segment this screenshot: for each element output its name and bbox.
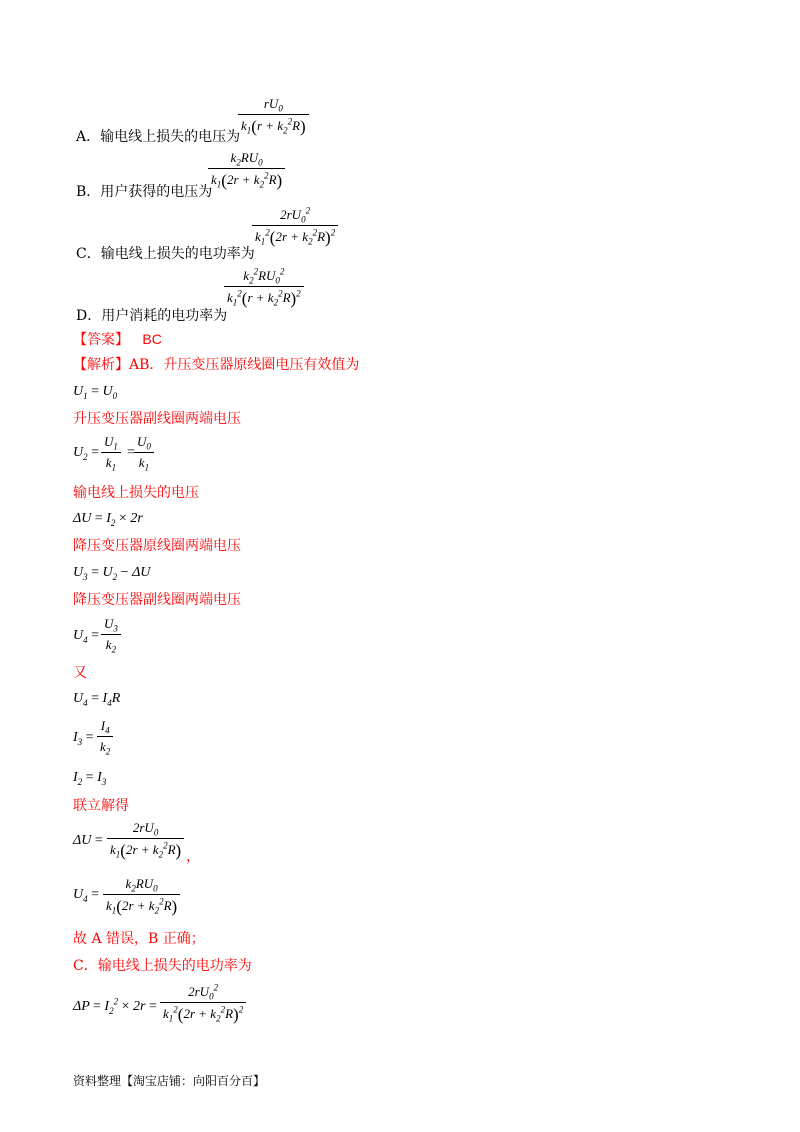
conclusion-text: 故 A 错误，B 正确； <box>73 931 205 947</box>
step8-text: 联立解得 <box>73 798 129 814</box>
step5-text: 降压变压器副线圈两端电压 <box>73 592 241 608</box>
eq-u4-frac: $\frac{U_3}{k_2}$ <box>101 616 121 653</box>
option-d-label: D．用户消耗的电功率为 <box>76 308 228 324</box>
step6-text: 又 <box>73 665 87 681</box>
step4-text: 降压变压器原线圈两端电压 <box>73 538 241 554</box>
eq-delta-u: $\Delta U = I_2 \times 2r$ <box>73 511 143 528</box>
footer-source: 资料整理【淘宝店铺：向阳百分百】 <box>73 1074 266 1088</box>
eq-i3-frac: $\frac{I_4}{k_2}$ <box>97 718 113 755</box>
option-a-label: A．输电线上损失的电压为 <box>76 129 241 145</box>
eq-i2-i3: $I_2 = I_3$ <box>73 770 107 787</box>
answer-label: 【答案】 BC <box>73 331 162 348</box>
eq-delta-u-result-frac: $\frac{2rU_0}{k_1(2r + k_2^2R)}$ <box>107 820 184 861</box>
eq-u4-result-frac: $\frac{k_2RU_0}{k_1(2r + k_2^2R)}$ <box>103 876 180 917</box>
option-c-label: C．输电线上损失的电功率为 <box>76 246 255 262</box>
step2-text: 升压变压器副线圈两端电压 <box>73 411 241 427</box>
eq-u2-frac1: $\frac{U_1}{k_1}$ <box>101 434 121 471</box>
result-comma: ， <box>186 849 200 865</box>
eq-u4-result: $U_4$ = <box>73 887 100 904</box>
eq-u2-equals: = <box>127 445 135 460</box>
analysis-heading: 【解析】AB．升压变压器原线圈电压有效值为 <box>73 357 360 373</box>
eq-u2: $U_2$ = <box>73 445 100 462</box>
option-a-fraction: $\frac{rU_0}{k_1(r + k_2^2R)}$ <box>238 96 309 137</box>
eq-i3: $I_3$ = <box>73 730 94 747</box>
step3-text: 输电线上损失的电压 <box>73 485 199 501</box>
option-b-label: B．用户获得的电压为 <box>76 184 213 200</box>
option-c-fraction: $\frac{2rU_0^2}{k_1^2(2r + k_2^2R)^2}$ <box>252 207 338 248</box>
answer-value: BC <box>142 331 162 347</box>
eq-u3: $U_3 = U_2 - \Delta U$ <box>73 565 151 582</box>
option-c-analysis-label: C．输电线上损失的电功率为 <box>73 958 252 974</box>
eq-u1: $U_1 = U_0$ <box>73 384 118 401</box>
eq-u2-frac2: $\frac{U_0}{k_1}$ <box>134 434 154 471</box>
eq-delta-p: $\Delta P = I_2^2 \times 2r$ = <box>73 996 157 1016</box>
option-d-fraction: $\frac{k_2^2RU_0^2}{k_1^2(r + k_2^2R)^2}$ <box>224 268 304 309</box>
eq-u4-i4r: $U_4 = I_4R$ <box>73 691 121 708</box>
eq-u4: $U_4$ = <box>73 628 100 645</box>
eq-delta-p-frac: $\frac{2rU_0^2}{k_1^2(2r + k_2^2R)^2}$ <box>160 984 246 1025</box>
option-b-fraction: $\frac{k_2RU_0}{k_1(2r + k_2^2R)}$ <box>208 150 285 191</box>
eq-delta-u-result: ΔU = <box>73 833 103 848</box>
